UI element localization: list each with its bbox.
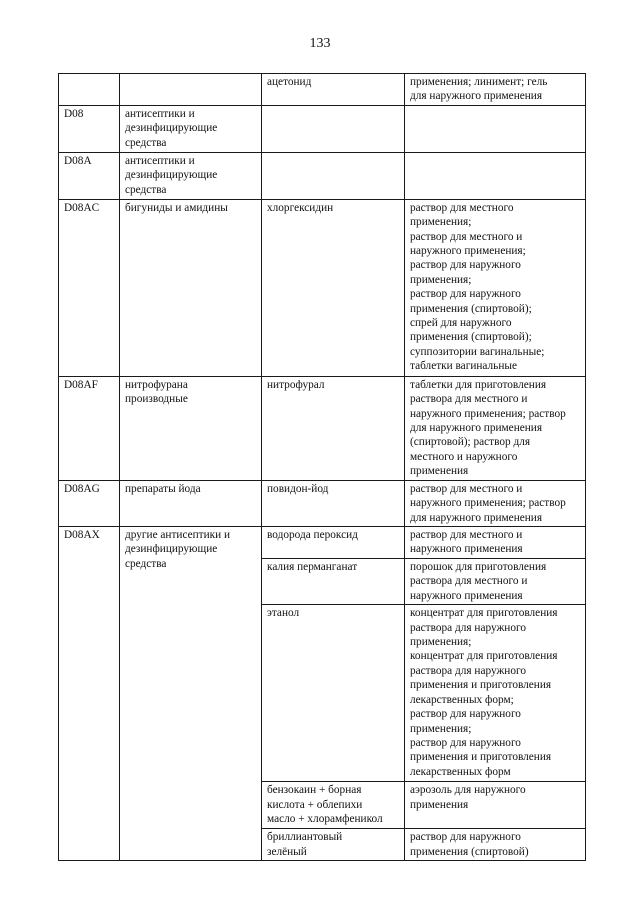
atc-code-cell: D08AG: [59, 480, 120, 526]
dosage-form-cell: [405, 105, 586, 152]
group-name-cell: препараты йода: [120, 480, 262, 526]
atc-code-cell: D08A: [59, 152, 120, 199]
dosage-form-cell: раствор для местного и наружного применения: [405, 527, 586, 559]
table-row: [59, 152, 586, 199]
table-row: [59, 376, 586, 480]
group-name-cell: антисептики и дезинфицирующие средства: [120, 152, 262, 199]
substance-cell: бриллиантовый зелёный: [262, 829, 405, 861]
dosage-form-cell: аэрозоль для наружного применения: [405, 782, 586, 829]
dosage-form-cell: раствор для наружного применения (спиртовой): [405, 829, 586, 861]
atc-code-cell: D08AX: [59, 527, 120, 861]
dosage-form-cell: раствор для местного применения; раствор для местного и наружного применения; раствор для наружного применения; раствор для наружного применения (спиртовой); спрей для наружного применения (спиртовой); суппозитории вагинальные; таблетки вагинальные: [405, 199, 586, 376]
substance-cell: [262, 152, 405, 199]
substance-cell: водорода пероксид: [262, 527, 405, 559]
dosage-form-cell: порошок для приготовления раствора для местного и наружного применения: [405, 559, 586, 605]
group-name-cell: [120, 74, 262, 106]
atc-code-cell: D08AF: [59, 376, 120, 480]
substance-cell: хлоргексидин: [262, 199, 405, 376]
group-name-cell: бигуниды и амидины: [120, 199, 262, 376]
substance-cell: повидон-йод: [262, 480, 405, 526]
substance-cell: этанол: [262, 605, 405, 782]
substance-cell: ацетонид: [262, 74, 405, 106]
substance-cell: бензокаин + борная кислота + облепихи масло + хлорамфеникол: [262, 782, 405, 829]
dosage-form-cell: раствор для местного и наружного применения; раствор для наружного применения: [405, 480, 586, 526]
atc-code-cell: D08: [59, 105, 120, 152]
table-row: [59, 105, 586, 152]
atc-code-cell: D08AC: [59, 199, 120, 376]
table-row: [59, 199, 586, 376]
page-number: 133: [309, 36, 331, 51]
group-name-cell: нитрофурана производные: [120, 376, 262, 480]
dosage-form-cell: [405, 152, 586, 199]
group-name-cell: антисептики и дезинфицирующие средства: [120, 105, 262, 152]
table-row: [59, 527, 586, 559]
substance-cell: калия перманганат: [262, 559, 405, 605]
drug-classification-table: [58, 73, 586, 861]
dosage-form-cell: применения; линимент; гель для наружного применения: [405, 74, 586, 106]
dosage-form-cell: концентрат для приготовления раствора для наружного применения; концентрат для приготовления раствора для наружного применения и приготовления лекарственных форм; раствор для наружного применения; раствор для наружного применения и приготовления лекарственных форм: [405, 605, 586, 782]
table-row: [59, 74, 586, 106]
table-row: [59, 480, 586, 526]
substance-cell: [262, 105, 405, 152]
group-name-cell: другие антисептики и дезинфицирующие средства: [120, 527, 262, 861]
substance-cell: нитрофурал: [262, 376, 405, 480]
atc-code-cell: [59, 74, 120, 106]
dosage-form-cell: таблетки для приготовления раствора для местного и наружного применения; раствор для наружного применения (спиртовой); раствор для местного и наружного применения: [405, 376, 586, 480]
